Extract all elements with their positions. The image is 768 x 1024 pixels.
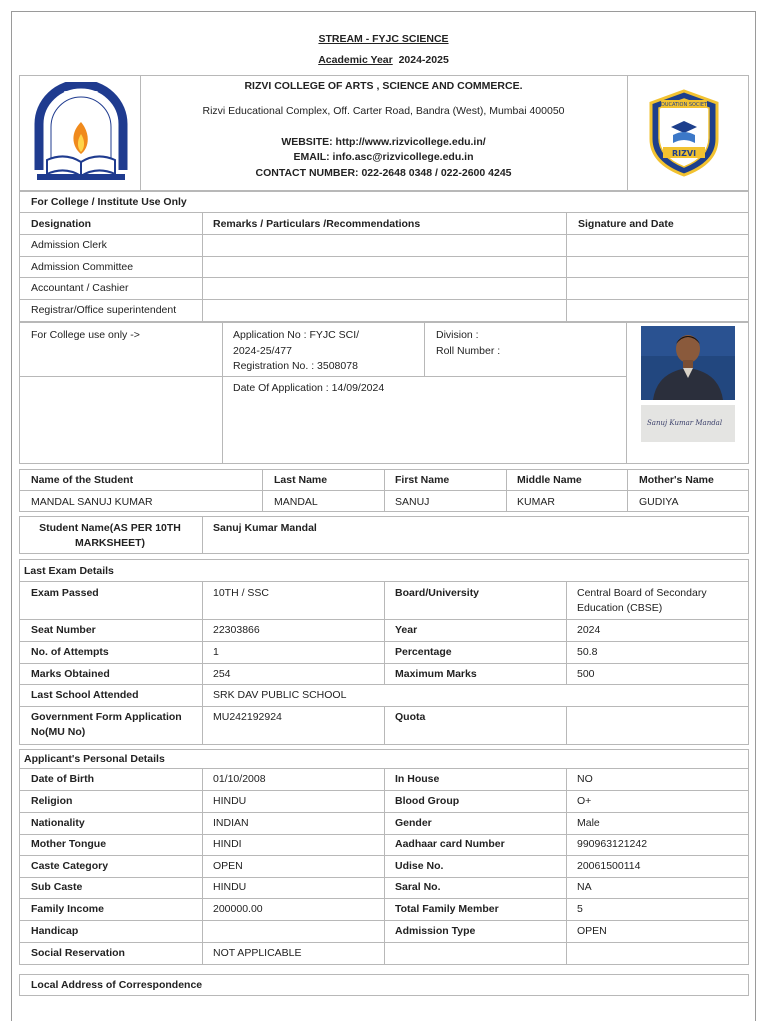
label-gov-form-number: Government Form Application No(MU No) — [31, 711, 182, 738]
header-last-name: Last Name — [274, 474, 328, 486]
division: Division : — [436, 329, 479, 341]
header-mothers-name: Mother's Name — [639, 474, 714, 486]
label-nationality: Nationality — [31, 817, 85, 829]
value-nationality: INDIAN — [213, 817, 249, 829]
last-exam-title: Last Exam Details — [24, 565, 114, 577]
label-udise: Udise No. — [395, 860, 444, 872]
college-website: WEBSITE: http://www.rizvicollege.edu.in/ — [281, 136, 486, 148]
value-blood-group: O+ — [577, 795, 592, 807]
label-aadhaar: Aadhaar card Number — [395, 838, 505, 850]
value-last-name: MANDAL — [274, 496, 318, 508]
value-first-name: SANUJ — [395, 496, 430, 508]
student-signature — [641, 405, 735, 442]
value-social-reservation: NOT APPLICABLE — [213, 947, 302, 959]
date-of-application: Date Of Application : 14/09/2024 — [233, 382, 385, 394]
value-family-income: 200000.00 — [213, 903, 263, 915]
value-in-house: NO — [577, 773, 593, 785]
value-name-of-student: MANDAL SANUJ KUMAR — [31, 496, 153, 508]
local-address-title: Local Address of Correspondence — [31, 979, 203, 991]
academic-year: Academic Year 2024-2025 — [318, 54, 449, 66]
label-social-reservation: Social Reservation — [31, 947, 125, 959]
svg-text:RIZVI: RIZVI — [671, 149, 697, 158]
value-total-family-member: 5 — [577, 903, 583, 915]
application-number-line2: 2024-25/477 — [233, 345, 292, 357]
label-seat-number: Seat Number — [31, 624, 96, 636]
value-middle-name: KUMAR — [517, 496, 555, 508]
office-use-title: For College / Institute Use Only — [31, 196, 187, 208]
value-caste-category: OPEN — [213, 860, 243, 872]
value-gender: Male — [577, 817, 600, 829]
value-seat-number: 22303866 — [213, 624, 260, 636]
label-year: Year — [395, 624, 418, 636]
header-first-name: First Name — [395, 474, 450, 486]
label-last-school: Last School Attended — [31, 689, 139, 701]
value-saral: NA — [577, 881, 592, 893]
label-religion: Religion — [31, 795, 73, 807]
label-handicap: Handicap — [31, 925, 79, 937]
label-attempts: No. of Attempts — [31, 646, 109, 658]
marksheet-name-label: Student Name(AS PER 10TH MARKSHEET) — [39, 522, 181, 549]
office-row-admission-clerk: Admission Clerk — [31, 239, 107, 251]
college-logo-left — [33, 82, 129, 186]
header-name-of-student: Name of the Student — [31, 474, 134, 486]
label-quota: Quota — [395, 711, 426, 723]
student-photo — [641, 326, 735, 400]
office-row-accountant: Accountant / Cashier — [31, 282, 129, 294]
value-date-of-birth: 01/10/2008 — [213, 773, 266, 785]
value-gov-form-number: MU242192924 — [213, 711, 282, 723]
college-use-only: For College use only -> — [31, 329, 140, 341]
label-marks-obtained: Marks Obtained — [31, 668, 110, 680]
stream-title: STREAM - FYJC SCIENCE — [318, 33, 449, 45]
label-total-family-member: Total Family Member — [395, 903, 499, 915]
value-mothers-name: GUDIYA — [639, 496, 679, 508]
registration-number: Registration No. : 3508078 — [233, 360, 358, 372]
college-email: EMAIL: info.asc@rizvicollege.edu.in — [293, 151, 474, 163]
office-header-designation: Designation — [31, 218, 92, 230]
office-header-signature: Signature and Date — [578, 218, 674, 230]
personal-details-title: Applicant's Personal Details — [24, 753, 165, 765]
label-caste-category: Caste Category — [31, 860, 109, 872]
value-percentage: 50.8 — [577, 646, 598, 658]
value-last-school: SRK DAV PUBLIC SCHOOL — [213, 689, 347, 701]
value-mother-tongue: HINDI — [213, 838, 242, 850]
value-marks-obtained: 254 — [213, 668, 231, 680]
label-maximum-marks: Maximum Marks — [395, 668, 477, 680]
label-gender: Gender — [395, 817, 432, 829]
roll-number: Roll Number : — [436, 345, 501, 357]
application-number-line1: Application No : FYJC SCI/ — [233, 329, 360, 341]
label-exam-passed: Exam Passed — [31, 587, 99, 599]
label-admission-type: Admission Type — [395, 925, 476, 937]
svg-text:EDUCATION SOCIETY: EDUCATION SOCIETY — [657, 102, 711, 108]
value-year: 2024 — [577, 624, 601, 636]
value-udise: 20061500114 — [577, 860, 641, 872]
label-in-house: In House — [395, 773, 440, 785]
value-attempts: 1 — [213, 646, 219, 658]
office-header-remarks: Remarks / Particulars /Recommendations — [213, 218, 421, 230]
label-board: Board/University — [395, 587, 480, 599]
label-date-of-birth: Date of Birth — [31, 773, 94, 785]
label-mother-tongue: Mother Tongue — [31, 838, 107, 850]
header-middle-name: Middle Name — [517, 474, 582, 486]
value-aadhaar: 990963121242 — [577, 838, 648, 850]
college-address: Rizvi Educational Complex, Off. Carter Road, Bandra (West), Mumbai 400050 — [202, 105, 565, 117]
label-saral: Saral No. — [395, 881, 441, 893]
label-blood-group: Blood Group — [395, 795, 460, 807]
office-row-admission-committee: Admission Committee — [31, 261, 134, 273]
value-exam-passed: 10TH / SSC — [213, 587, 270, 599]
value-sub-caste: HINDU — [213, 881, 247, 893]
college-logo-right — [649, 89, 719, 177]
signature-text: Sanuj Kumar Mandal — [647, 419, 723, 427]
label-sub-caste: Sub Caste — [31, 881, 83, 893]
logo-left-lettering: EQUALISE — [63, 90, 99, 98]
value-religion: HINDU — [213, 795, 247, 807]
value-admission-type: OPEN — [577, 925, 607, 937]
college-contact: CONTACT NUMBER: 022-2648 0348 / 022-2600 4245 — [255, 167, 512, 179]
college-name: RIZVI COLLEGE OF ARTS , SCIENCE AND COMMERCE. — [244, 80, 523, 92]
value-maximum-marks: 500 — [577, 668, 595, 680]
value-board: Central Board of Secondary Education (CBSE) — [577, 587, 707, 614]
label-percentage: Percentage — [395, 646, 452, 658]
label-family-income: Family Income — [31, 903, 104, 915]
office-row-registrar: Registrar/Office superintendent — [31, 304, 177, 316]
marksheet-name-value: Sanuj Kumar Mandal — [213, 522, 317, 534]
